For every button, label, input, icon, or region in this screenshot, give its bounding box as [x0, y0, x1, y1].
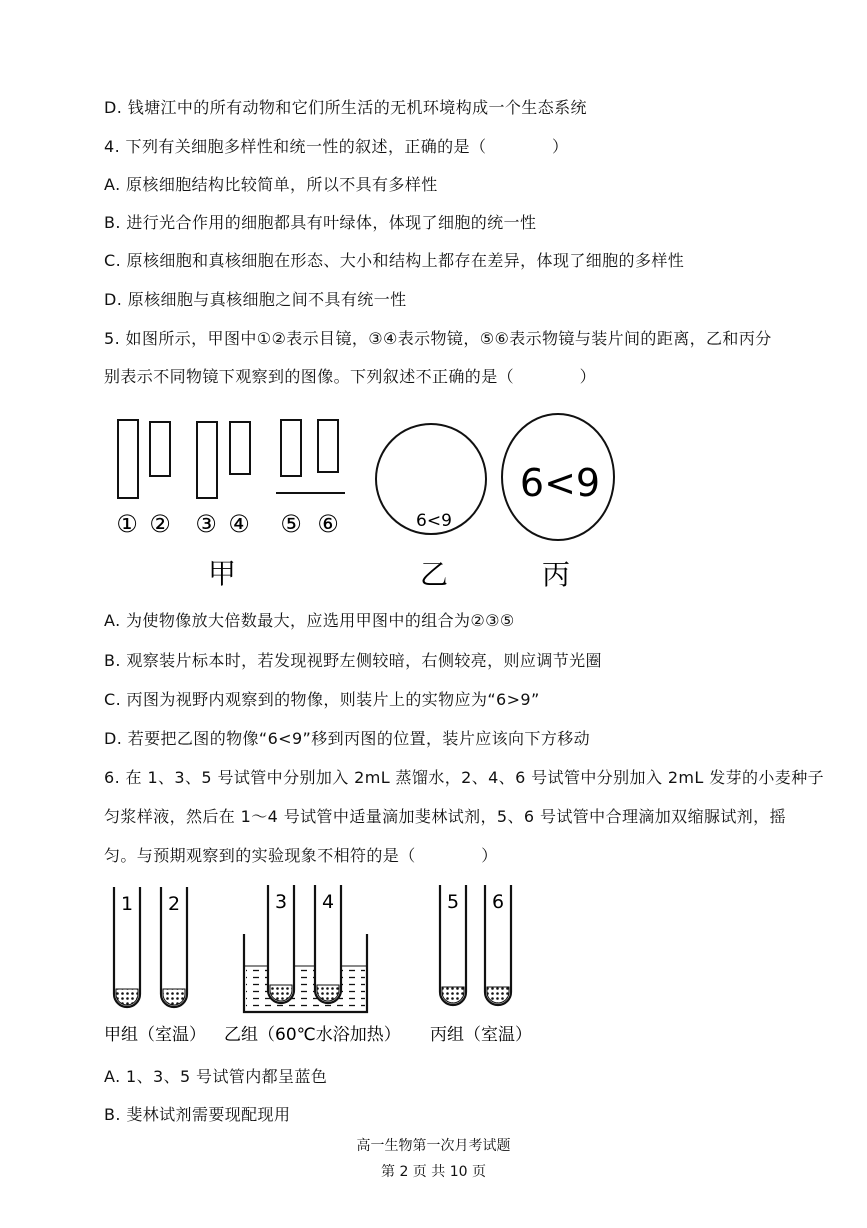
- objective-4: [230, 422, 250, 474]
- group-label-yi: 乙组（60℃水浴加热）: [224, 1025, 401, 1045]
- group-label-jia: 甲组（室温）: [104, 1025, 206, 1045]
- q4-option-c: C. 原核细胞和真核细胞在形态、大小和结构上都存在差异，体现了细胞的多样性: [104, 251, 685, 270]
- q5-option-c: C. 丙图为视野内观察到的物像，则装片上的实物应为“6>9”: [104, 690, 540, 709]
- lens-label-6: ⑥: [317, 510, 339, 538]
- q6-stem-line3: 匀。与预期观察到的实验现象不相符的是（ ）: [104, 846, 498, 865]
- water-bath: [244, 934, 367, 1012]
- panel-label-jia: 甲: [207, 557, 237, 590]
- small-view-text: 6<9: [416, 511, 452, 531]
- tube-number-5: 5: [446, 891, 460, 913]
- panel-label-yi: 乙: [419, 558, 449, 591]
- test-tube-figure: [0, 876, 867, 1056]
- lens-label-4: ④: [228, 510, 250, 538]
- tube-number-1: 1: [120, 893, 134, 915]
- q3-option-d: D. 钱塘江中的所有动物和它们所生活的无机环境构成一个生态系统: [104, 98, 587, 117]
- tube-number-4: 4: [321, 891, 335, 913]
- q6-stem-line2: 匀浆样液，然后在 1～4 号试管中适量滴加斐林试剂，5、6 号试管中合理滴加双缩脲试剂，摇: [104, 807, 786, 826]
- lens-label-1: ①: [116, 510, 138, 538]
- footer-title: 高一生物第一次月考试题: [356, 1138, 511, 1154]
- objective-3: [197, 422, 217, 498]
- q5-stem-line2: 别表示不同物镜下观察到的图像。下列叙述不正确的是（ ）: [104, 367, 597, 386]
- eyepiece-1: [118, 420, 138, 498]
- q5-option-d: D. 若要把乙图的物像“6<9”移到丙图的位置，装片应该向下方移动: [104, 729, 591, 748]
- q6-option-a: A. 1、3、5 号试管内都呈蓝色: [104, 1067, 328, 1086]
- q5-option-a: A. 为使物像放大倍数最大，应选用甲图中的组合为②③⑤: [104, 611, 515, 630]
- large-view-text: 6<9: [519, 461, 601, 505]
- q5-option-b: B. 观察装片标本时，若发现视野左侧较暗，右侧较亮，则应调节光圈: [104, 651, 602, 670]
- q4-stem: 4. 下列有关细胞多样性和统一性的叙述，正确的是（ ）: [104, 137, 569, 156]
- distance-6-lens: [318, 420, 338, 472]
- eyepiece-2: [150, 422, 170, 476]
- q4-option-a: A. 原核细胞结构比较简单，所以不具有多样性: [104, 175, 438, 194]
- q4-option-b: B. 进行光合作用的细胞都具有叶绿体，体现了细胞的统一性: [104, 213, 537, 232]
- footer-page-number: 第 2 页 共 10 页: [381, 1164, 486, 1180]
- lens-label-5: ⑤: [280, 510, 302, 538]
- q4-option-d: D. 原核细胞与真核细胞之间不具有统一性: [104, 290, 407, 309]
- q6-option-b: B. 斐林试剂需要现配现用: [104, 1105, 291, 1124]
- tube-number-2: 2: [167, 893, 181, 915]
- distance-5-lens: [281, 420, 301, 476]
- microscope-figure: [0, 400, 867, 600]
- lens-label-3: ③: [195, 510, 217, 538]
- tube-number-3: 3: [274, 891, 288, 913]
- group-label-bing: 丙组（室温）: [430, 1025, 532, 1045]
- panel-label-bing: 丙: [541, 558, 571, 591]
- lens-label-2: ②: [149, 510, 171, 538]
- tube-number-6: 6: [491, 891, 505, 913]
- q6-stem-line1: 6. 在 1、3、5 号试管中分别加入 2mL 蒸馏水，2、4、6 号试管中分别加入 2mL 发芽的小麦种子: [104, 768, 824, 787]
- q5-stem-line1: 5. 如图所示，甲图中①②表示目镜，③④表示物镜，⑤⑥表示物镜与装片间的距离，乙和丙分: [104, 329, 772, 348]
